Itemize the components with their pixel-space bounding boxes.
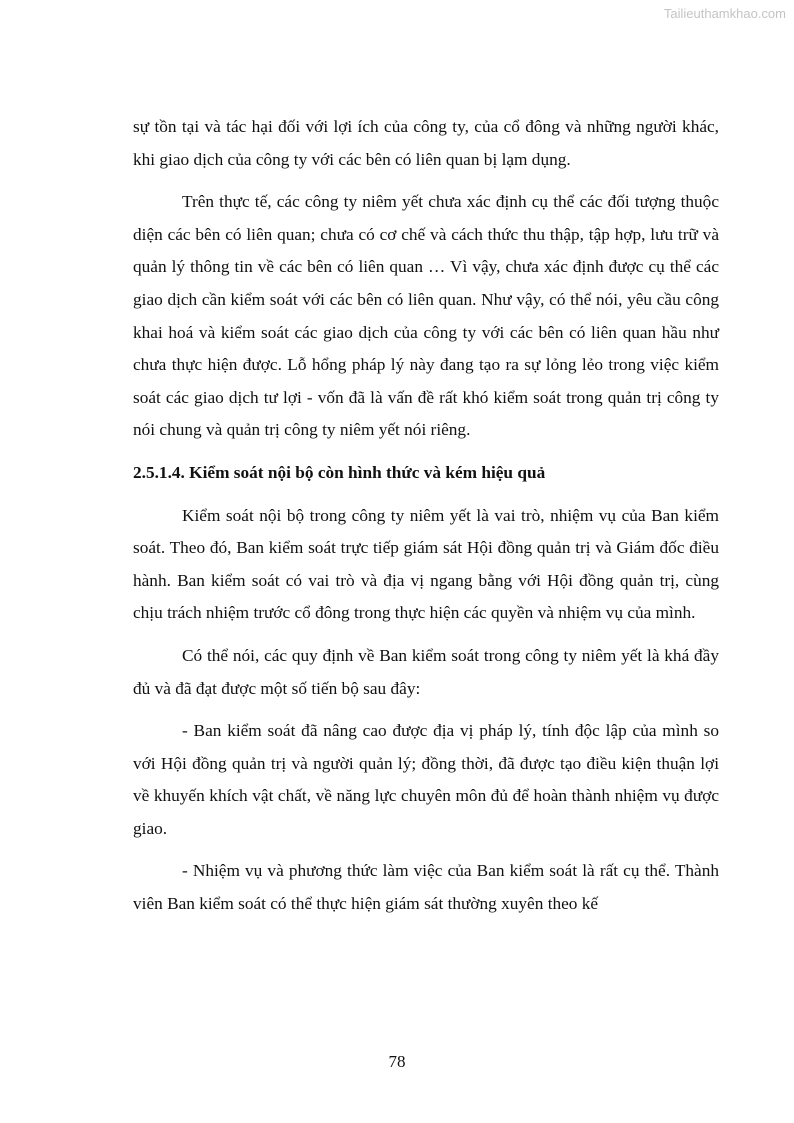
paragraph-2: Trên thực tế, các công ty niêm yết chưa xác định cụ thể các đối tượng thuộc diện các bên có liên quan; chưa có cơ chế và cách thức thu thập, tập hợp, lưu trữ và quản lý thông tin về các bên có liên quan … Vì vậy, chưa xác định được cụ thể các giao dịch cần kiểm soát với các bên có liên quan. Như vậy, có thể nói, yêu cầu công khai hoá và kiểm soát các giao dịch của công ty với các bên có liên quan hầu như chưa thực hiện được. Lỗ hổng pháp lý này đang tạo ra sự lỏng lẻo trong việc kiểm soát các giao dịch tư lợi - vốn đã là vấn đề rất khó kiểm soát trong quản trị công ty nói chung và quản trị công ty niêm yết nói riêng. [133, 192, 719, 440]
paragraph-5: - Ban kiểm soát đã nâng cao được địa vị pháp lý, tính độc lập của mình so với Hội đồng quản trị và người quản lý; đồng thời, đã được tạo điều kiện thuận lợi về khuyến khích vật chất, về năng lực chuyên môn đủ để hoàn thành nhiệm vụ được giao. [133, 721, 719, 838]
watermark: Tailieuthamkhao.com [663, 6, 786, 21]
page-number: 78 [388, 1052, 406, 1071]
paragraph-4: Có thể nói, các quy định về Ban kiểm soát trong công ty niêm yết là khá đầy đủ và đã đạt được một số tiến bộ sau đây: [133, 645, 719, 698]
page-body [133, 111, 719, 921]
paragraph-1: sự tồn tại và tác hại đối với lợi ích của công ty, của cổ đông và những người khác, khi giao dịch của công ty với các bên có liên quan bị lạm dụng. [133, 117, 719, 169]
paragraph-3: Kiểm soát nội bộ trong công ty niêm yết là vai trò, nhiệm vụ của Ban kiểm soát. Theo đó, Ban kiểm soát trực tiếp giám sát Hội đồng quản trị và Giám đốc điều hành. Ban kiểm soát có vai trò và địa vị ngang bằng với Hội đồng quản trị, cùng chịu trách nhiệm trước cổ đông trong thực hiện các quyền và nhiệm vụ của mình. [133, 505, 719, 623]
section-heading: 2.5.1.4. Kiểm soát nội bộ còn hình thức và kém hiệu quả [133, 462, 546, 482]
paragraph-6: - Nhiệm vụ và phương thức làm việc của Ban kiểm soát là rất cụ thể. Thành viên Ban kiểm soát có thể thực hiện giám sát thường xuyên theo kế [133, 861, 719, 914]
